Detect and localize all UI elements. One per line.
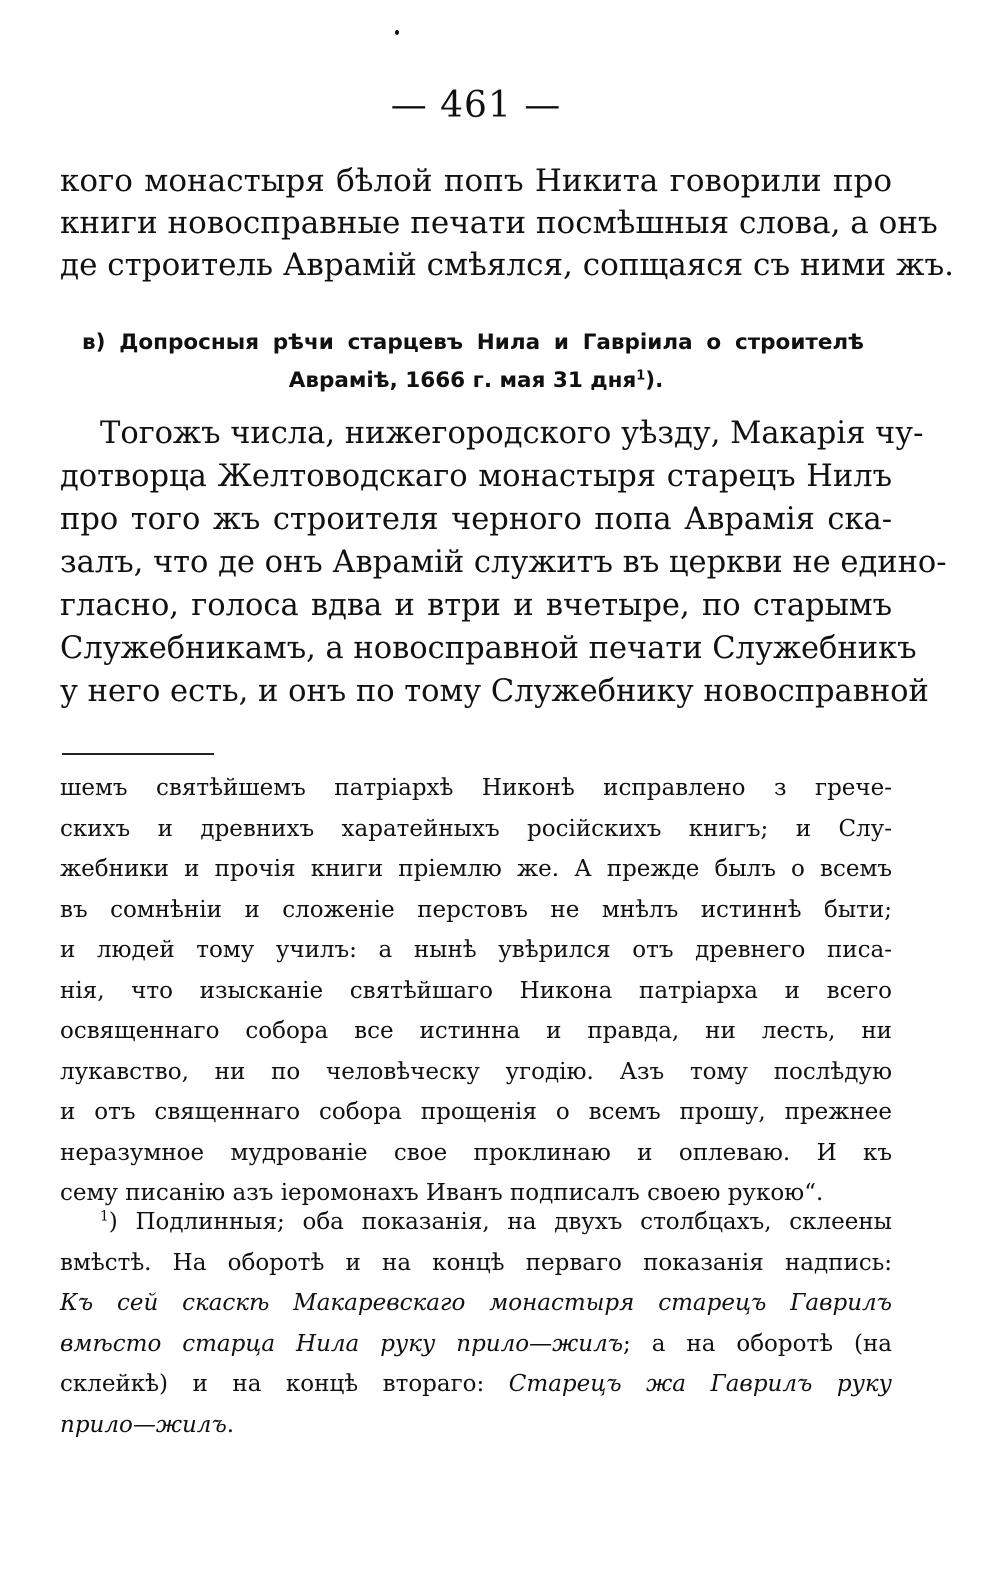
text-line: де строитель Аврамій смѣялся, сопщаяся съ ними жъ. [60, 247, 955, 283]
text-line: Служебникамъ, а новосправной печати Служебникъ [60, 631, 917, 666]
footnote-divider [62, 753, 214, 755]
footnote-text: . [226, 1411, 235, 1438]
footnote-text: ) Подлинныя; оба показанія, на двухъ столбцахъ, склеены [108, 1209, 892, 1235]
heading-line: в) Допросныя рѣчи старцевъ Нила и Гаврiила о строителѣ [82, 330, 864, 355]
footnote-line [60, 1364, 892, 1405]
heading-line [60, 362, 892, 400]
heading-line-end: ). [645, 368, 664, 393]
page-number: — 461 — [390, 85, 562, 126]
note-line: жебники и прочія книги пріемлю же. А прежде былъ о всемъ [60, 856, 892, 882]
note-line: неразумное мудрованіе свое проклинаю и оплеваю. И къ [60, 1139, 892, 1166]
text-line: про того жъ строителя черного попа Аврамія ска- [60, 502, 892, 537]
footnote-text: склейкѣ) и на концѣ втораго: [60, 1371, 509, 1397]
footnote-text: ; а на оборотѣ (на [623, 1330, 892, 1357]
note-line: сему писанію азъ іеромонахъ Иванъ подписалъ своею рукою“. [60, 1180, 824, 1206]
footnote-reference[interactable]: 1 [636, 368, 646, 384]
text-line: кого монастыря бѣлой попъ Никита говорили про [60, 163, 892, 199]
note-line: и отъ священнаго собора прощенія о всемъ прошу, прежнее [60, 1099, 892, 1125]
footnote-line [60, 1202, 892, 1243]
footnote-line [60, 1324, 892, 1365]
footnote-line [60, 1405, 892, 1446]
footnote-italic-text: прило—жилъ [60, 1411, 227, 1438]
note-line: шемъ святѣйшемъ патріархѣ Никонѣ исправлено з грече- [60, 775, 892, 801]
footnote-line-italic: Къ сей скаскѣ Макаревскаго монастыря старецъ Гаврилъ [60, 1290, 892, 1316]
footnote-italic-text: Старецъ жа Гаврилъ руку [508, 1371, 892, 1397]
footnote-marker: 1 [100, 1208, 109, 1225]
ink-speck [395, 30, 399, 35]
footnote-line: вмѣстѣ. На оборотѣ и на концѣ перваго показанія надпись: [60, 1249, 892, 1276]
note-line: нія, что изысканіе святѣйшаго Никона патріарха и всего [60, 977, 892, 1004]
text-line: гласно, голоса вдва и втри и вчетыре, по старымъ [60, 588, 892, 623]
text-line: у него есть, и онъ по тому Служебнику новосправной [60, 674, 929, 709]
text-line: дотворца Желтоводскаго монастыря старецъ Нилъ [60, 459, 892, 494]
footnote [60, 1202, 892, 1445]
body-paragraph [60, 412, 947, 713]
note-line: въ сомнѣніи и сложеніе перстовъ не мнѣлъ истиннѣ быти; [60, 896, 892, 923]
heading-line-text: Аврамiѣ, 1666 г. мая 31 дня [288, 368, 637, 393]
section-heading [60, 324, 892, 400]
continued-note [60, 768, 892, 1214]
text-line: книги новосправные печати посмѣшныя слова, а онъ [60, 205, 938, 241]
footnote-italic-text: вмѣсто старца Нила руку прило—жилъ [60, 1330, 624, 1357]
text-line: Тогожъ числа, нижегородского уѣзду, Макарія чу- [100, 416, 924, 451]
document-page [60, 0, 955, 1582]
note-line: освященнаго собора все истинна и правда, ни лесть, ни [60, 1018, 892, 1044]
text-line: залъ, что де онъ Аврамій служитъ въ церкви не едино- [60, 545, 947, 580]
lead-paragraph [60, 160, 955, 286]
note-line: скихъ и древнихъ харатейныхъ російскихъ книгъ; и Слу- [60, 815, 892, 842]
note-line: лукавство, ни по человѣческу угодію. Азъ тому послѣдую [60, 1058, 892, 1085]
note-line: и людей тому училъ: а нынѣ увѣрился отъ древнего писа- [60, 937, 892, 963]
